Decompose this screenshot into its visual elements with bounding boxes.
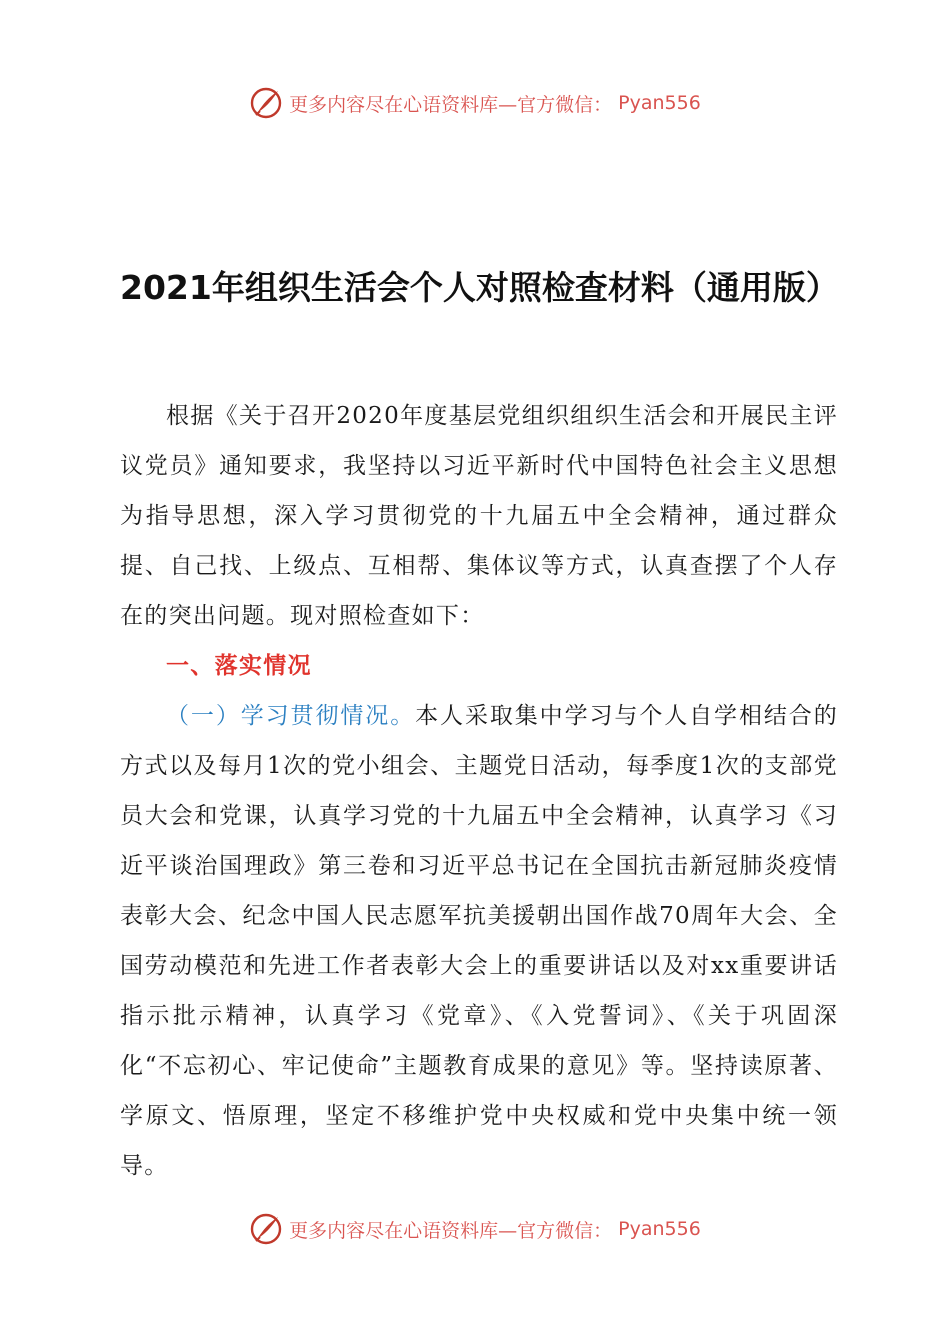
subsection-heading: （一）学习贯彻情况。 (166, 703, 416, 729)
quill-logo-icon (249, 86, 283, 120)
watermark-text: 更多内容尽在心语资料库—官方微信： (289, 93, 613, 116)
subsection-text: 本人采取集中学习与个人自学相结合的方式以及每月1次的党小组会、主题党日活动，每季度1次的支部党员大会和党课，认真学习党的十九届五中全会精神，认真学习《习近平谈治国理政》第三卷和习近平总书记在全国抗击新冠肺炎疫情表彰大会、纪念中国人民志愿军抗美援朝出国作战70周年大会、全国劳动模范和先进工作者表彰大会上的重要讲话以及对xx重要讲话指示批示精神，认真学习《党章》、《入党誓词》、《关于巩固深化“不忘初心、牢记使命”主题教育成果的意见》等。坚持读原著、学原文、悟原理，坚定不移维护党中央权威和党中央集中统一领导。 (120, 703, 839, 1179)
document-body (120, 391, 838, 1191)
watermark-footer (0, 1212, 950, 1246)
study-paragraph (120, 691, 838, 1191)
watermark-wechat-id: Pyan556 (618, 1218, 701, 1240)
quill-logo-icon (249, 1212, 283, 1246)
section-heading (120, 641, 838, 691)
watermark-header (0, 86, 950, 120)
watermark-wechat-id: Pyan556 (618, 92, 701, 114)
document-title: 2021年组织生活会个人对照检查材料（通用版） (120, 268, 839, 307)
intro-paragraph: 根据《关于召开2020年度基层党组织组织生活会和开展民主评议党员》通知要求，我坚持以习近平新时代中国特色社会主义思想为指导思想，深入学习贯彻党的十九届五中全会精神，通过群众提、自己找、上级点、互相帮、集体议等方式，认真查摆了个人存在的突出问题。现对照检查如下： (120, 403, 838, 629)
section-heading-text: 一、落实情况 (166, 653, 312, 679)
watermark-text: 更多内容尽在心语资料库—官方微信： (289, 1219, 613, 1242)
